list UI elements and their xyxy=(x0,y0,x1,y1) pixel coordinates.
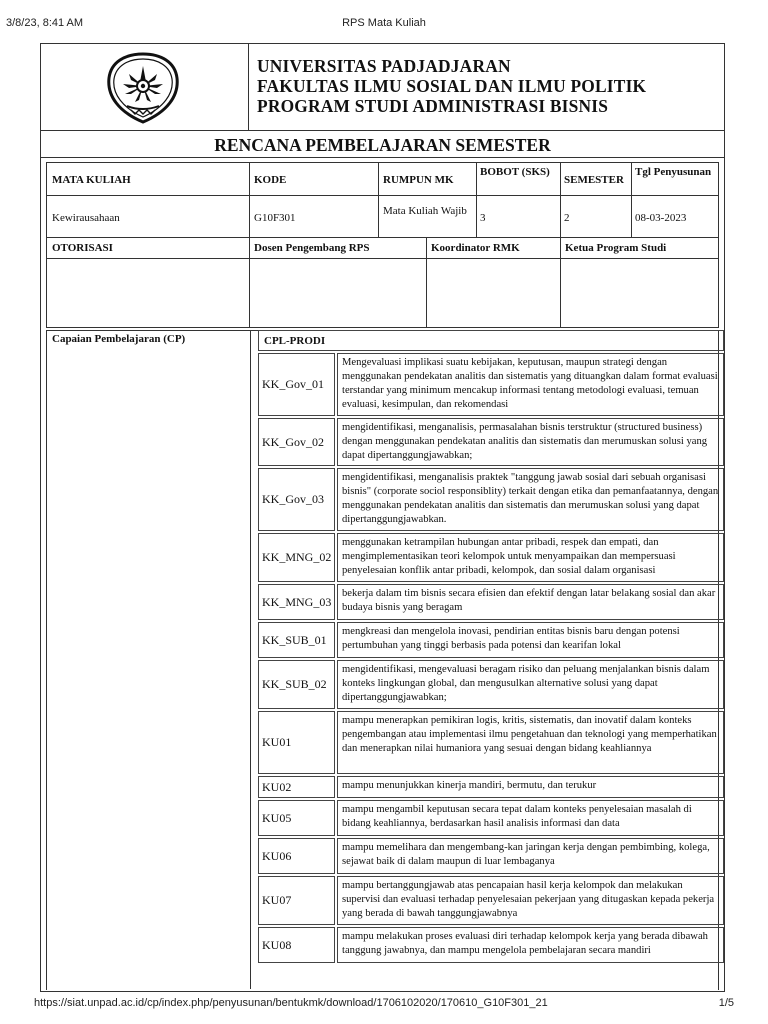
study-program-name: PROGRAM STUDI ADMINISTRASI BISNIS xyxy=(257,96,609,116)
value-rumpun: Mata Kuliah Wajib xyxy=(383,205,467,217)
cpl-prodi-table xyxy=(258,330,724,990)
header-kode: KODE xyxy=(254,174,287,186)
header-mata-kuliah: MATA KULIAH xyxy=(52,174,131,186)
value-tgl-penyusunan: 08-03-2023 xyxy=(635,212,687,224)
cpl-description: bekerja dalam tim bisnis secara efisien dan efektif dengan latar belakang sosial dan akar budaya bisnis yang beragam xyxy=(337,584,724,620)
dosen-pengembang-label: Dosen Pengembang RPS xyxy=(254,242,370,254)
value-semester: 2 xyxy=(564,212,570,224)
table-row xyxy=(258,800,724,836)
cpl-code: KK_MNG_02 xyxy=(258,533,335,582)
header-bobot: BOBOT (SKS) xyxy=(480,166,550,178)
cpl-description: mampu bertanggungjawab atas pencapaian hasil kerja kelompok dan melakukan supervisi dan evaluasi terhadap penyelesaian pekerjaan yang ditugaskan kepada pekerja yang berada di bawah tanggungjawabnya xyxy=(337,876,724,925)
print-footer xyxy=(0,996,768,1024)
cpl-description: mengidentifikasi, menganalisis praktek "tanggung jawab sosial dari sebuah organisasi bisnis" (corporate sociol responsiblity) terkait dengan etika dan pemanfaatannya, dengan menggunakan pendekatan analitis dan sistematis dan merumuskan solusi yang dapat dipertanggungjawabkan. xyxy=(337,468,724,531)
ketua-prodi-label: Ketua Program Studi xyxy=(565,242,667,254)
university-logo-icon xyxy=(105,52,181,124)
cpl-code: KK_Gov_03 xyxy=(258,468,335,531)
cpl-code: KU08 xyxy=(258,927,335,963)
table-row xyxy=(258,468,724,531)
table-row xyxy=(258,418,724,466)
cpl-description: menggunakan ketrampilan hubungan antar pribadi, respek dan empati, dan mengimplementasikan teori kelompok untuk menyampaikan dan mempersuasi penyelesaian konflik antar pribadi, kelompok, dan sosial dalam organisasi xyxy=(337,533,724,582)
cpl-code: KK_Gov_02 xyxy=(258,418,335,466)
table-row xyxy=(258,876,724,925)
cp-label: Capaian Pembelajaran (CP) xyxy=(52,333,186,345)
value-kode: G10F301 xyxy=(254,212,296,224)
logo-cell xyxy=(41,44,249,130)
faculty-name: FAKULTAS ILMU SOSIAL DAN ILMU POLITIK xyxy=(257,76,647,96)
cpl-description: mampu menunjukkan kinerja mandiri, bermutu, dan terukur xyxy=(337,776,724,798)
header-semester: SEMESTER xyxy=(564,174,624,186)
cpl-description: mampu mengambil keputusan secara tepat dalam konteks penyelesaian masalah di bidang keahliannya, berdasarkan hasil analisis informasi dan data xyxy=(337,800,724,836)
table-row xyxy=(258,776,724,798)
print-header xyxy=(0,0,768,40)
print-page-title: RPS Mata Kuliah xyxy=(342,17,426,29)
cpl-code: KU05 xyxy=(258,800,335,836)
print-url[interactable]: https://siat.unpad.ac.id/cp/index.php/penyusunan/bentukmk/download/1706102020/170610_G10F301_21 xyxy=(34,997,548,1009)
university-block xyxy=(257,56,646,116)
cpl-code: KU02 xyxy=(258,776,335,798)
header-rumpun: RUMPUN MK xyxy=(383,174,454,186)
table-row xyxy=(258,622,724,658)
cpl-description: mengidentifikasi, mengevaluasi beragam risiko dan peluang menjalankan bisnis dalam konteks lingkungan global, dan mengusulkan alternative solusi yang dapat dipertanggungjawabkan; xyxy=(337,660,724,709)
cpl-code: KK_SUB_02 xyxy=(258,660,335,709)
header-tgl-penyusunan: Tgl Penyusunan xyxy=(635,166,712,178)
document-title: RENCANA PEMBELAJARAN SEMESTER xyxy=(41,131,724,158)
koordinator-rmk-label: Koordinator RMK xyxy=(431,242,520,254)
cpl-description: mengidentifikasi, menganalisis, permasalahan bisnis terstruktur (structured business) dengan menggunakan pendekatan analitis dan sistematis dan merumuskan solusi yang dapat dipertanggungjawabkan; xyxy=(337,418,724,466)
cpl-code: KK_Gov_01 xyxy=(258,353,335,416)
rps-document xyxy=(40,43,725,992)
table-row xyxy=(258,660,724,709)
otorisasi-label: OTORISASI xyxy=(52,242,113,254)
cpl-code: KK_SUB_01 xyxy=(258,622,335,658)
cpl-prodi-header: CPL-PRODI xyxy=(258,330,724,351)
value-mata-kuliah: Kewirausahaan xyxy=(52,212,120,224)
table-row xyxy=(258,353,724,416)
cpl-description: Mengevaluasi implikasi suatu kebijakan, keputusan, maupun strategi dengan menggunakan pendekatan analitis dan sistematis yang dituangkan dalam format evaluasi terstandar yang minimum mencakup informasi tentang metodologi evaluasi, temuan evaluasi, kesimpulan, dan rekomendasi xyxy=(337,353,724,416)
cpl-description: mampu memelihara dan mengembang-kan jaringan kerja dengan pembimbing, kolega, sejawat baik di dalam maupun di luar lembaganya xyxy=(337,838,724,874)
table-row xyxy=(258,927,724,963)
table-row xyxy=(258,711,724,774)
cpl-code: KK_MNG_03 xyxy=(258,584,335,620)
course-info-table xyxy=(46,162,719,328)
table-row xyxy=(258,584,724,620)
value-bobot: 3 xyxy=(480,212,486,224)
cpl-description: mampu melakukan proses evaluasi diri terhadap kelompok kerja yang berada dibawah tanggung jawabnya, dan mampu mengelola pembelajaran secara mandiri xyxy=(337,927,724,963)
university-name: UNIVERSITAS PADJADJARAN xyxy=(257,56,511,76)
cpl-description: mengkreasi dan mengelola inovasi, pendirian entitas bisnis baru dengan potensi pertumbuhan yang tinggi berbasis pada potensi dan kearifan lokal xyxy=(337,622,724,658)
table-row xyxy=(258,533,724,582)
table-row xyxy=(258,838,724,874)
cpl-code: KU06 xyxy=(258,838,335,874)
cpl-code: KU07 xyxy=(258,876,335,925)
print-page-number: 1/5 xyxy=(718,997,734,1009)
cpl-description: mampu menerapkan pemikiran logis, kritis, sistematis, dan inovatif dalam konteks pengembangan atau implementasi ilmu pengetahuan dan teknologi yang memperhatikan dan menerapkan nilai humaniora yang sesuai dengan bidang keahliannya xyxy=(337,711,724,774)
cpl-code: KU01 xyxy=(258,711,335,774)
print-datetime: 3/8/23, 8:41 AM xyxy=(6,17,84,29)
document-header xyxy=(41,44,724,131)
